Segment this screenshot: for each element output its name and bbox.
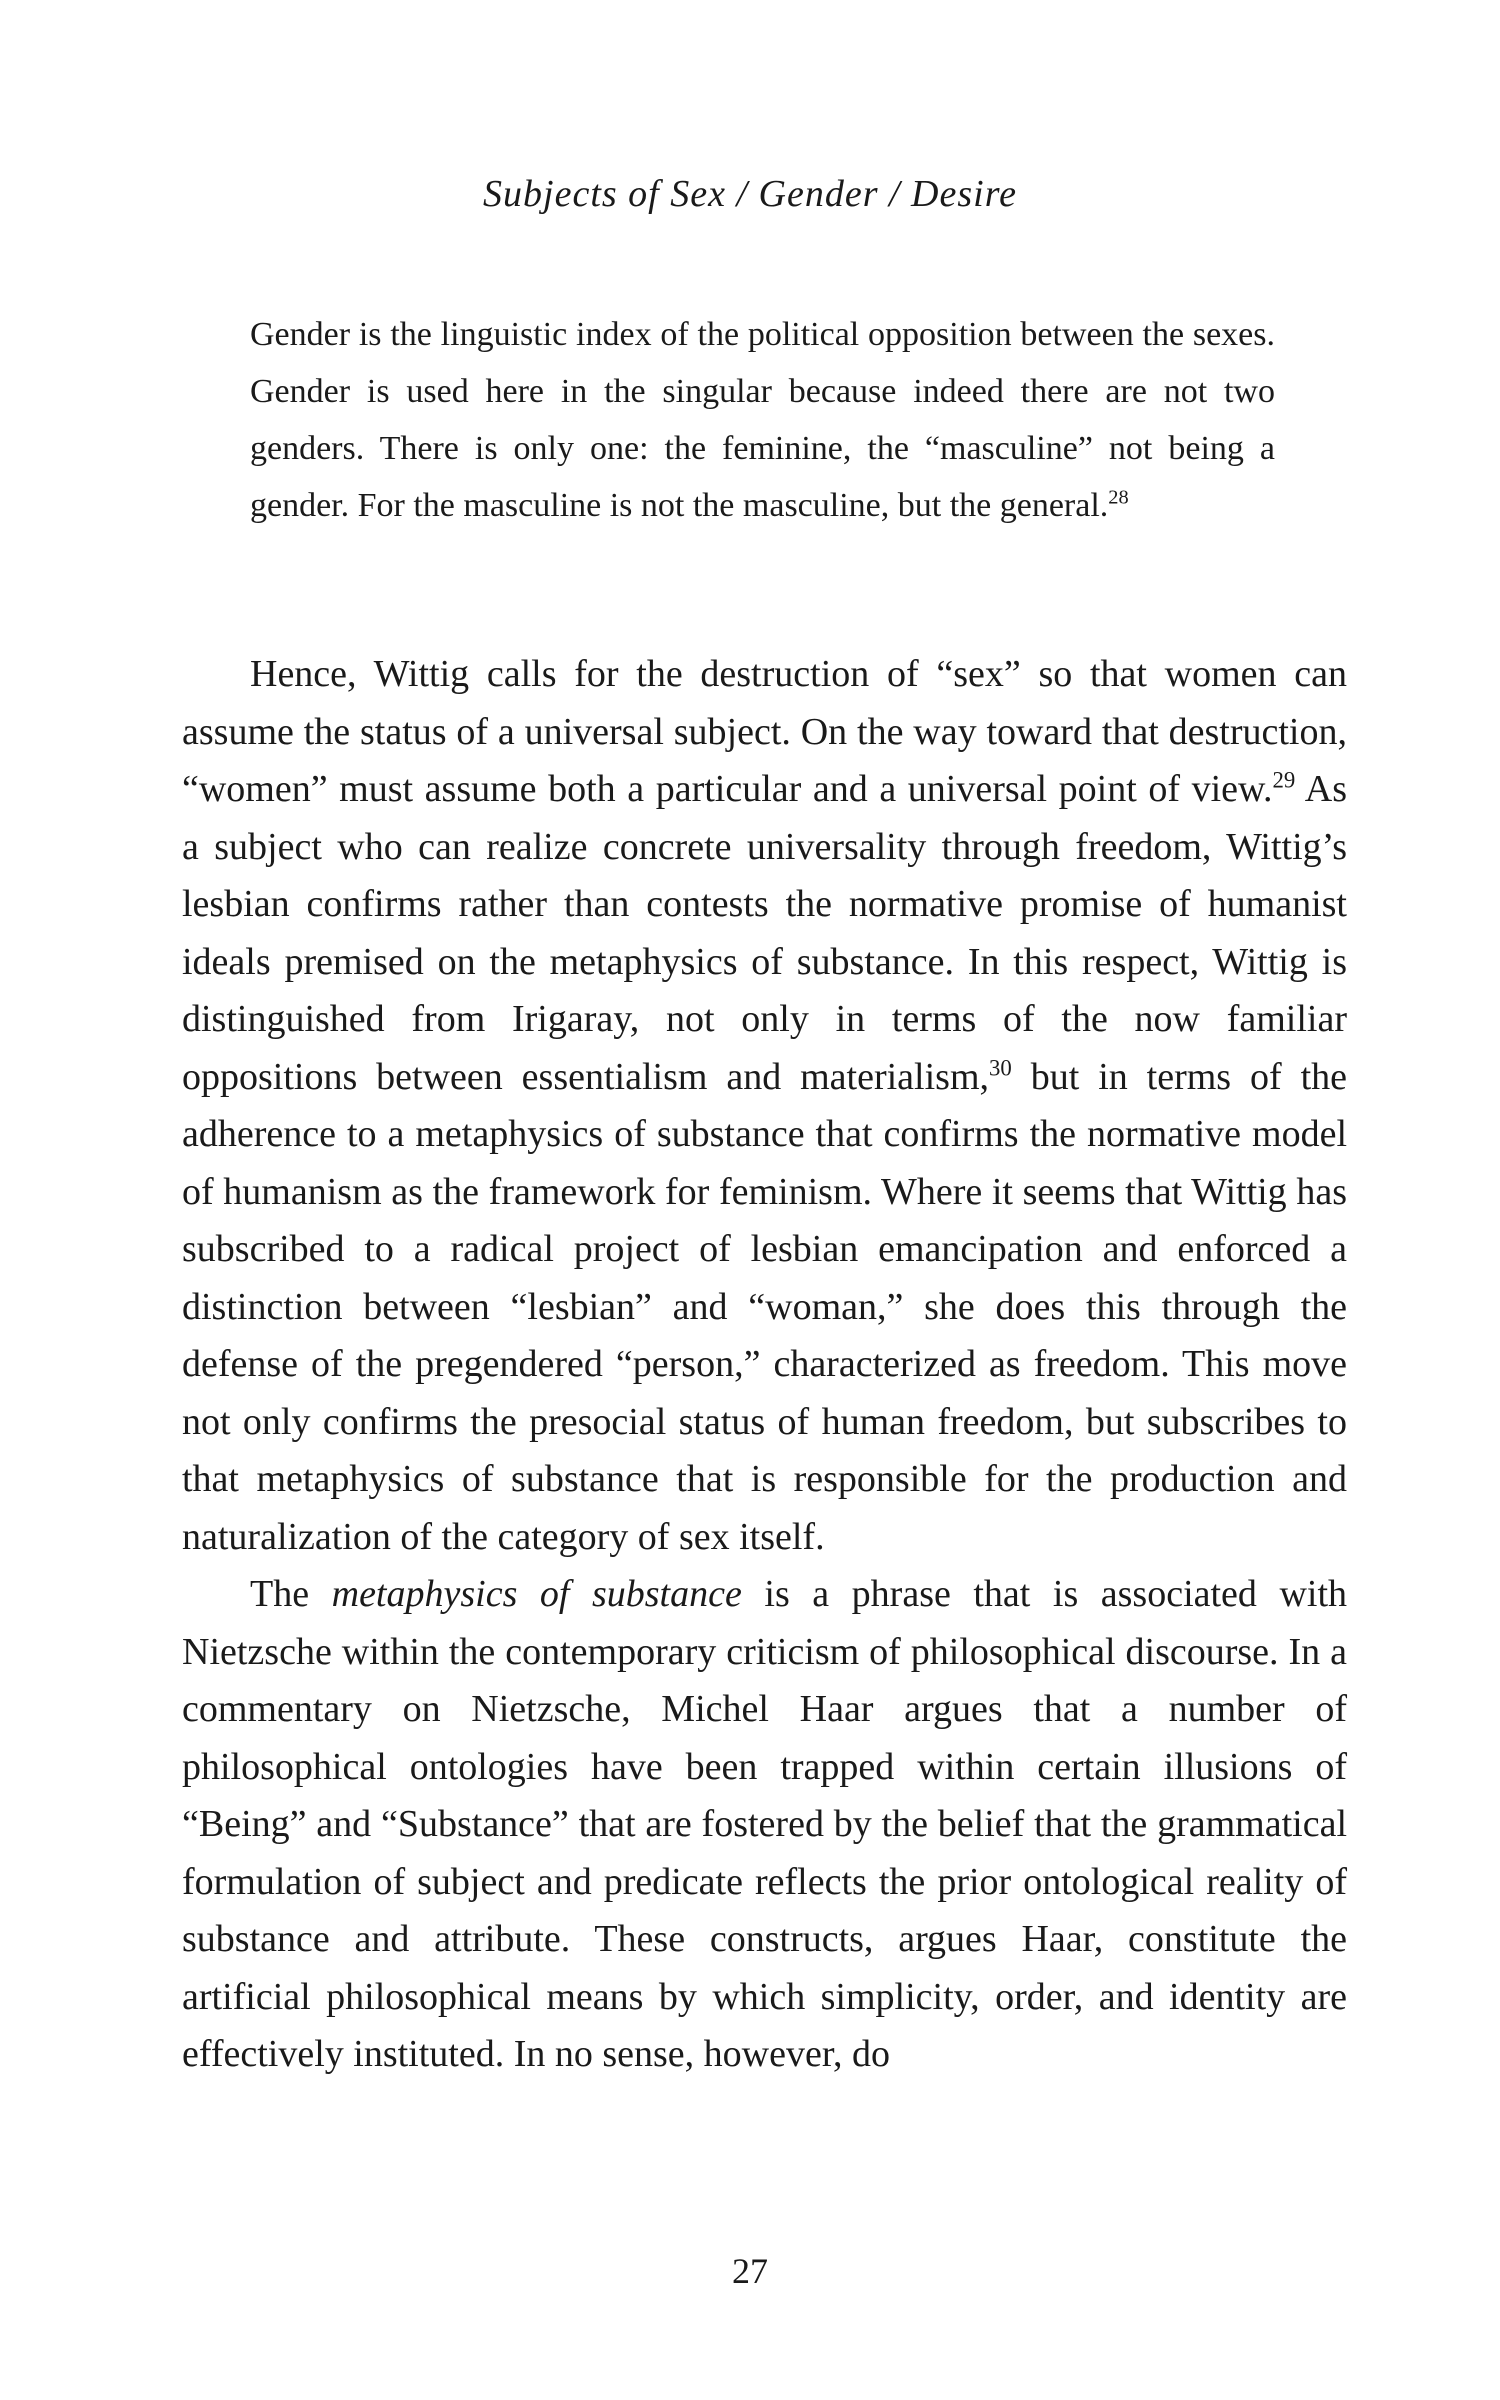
paragraph-text: Hence, Wittig calls for the destruction of “sex” so that women can assume the status of a universal subject. On the way toward that destruction, “women” must assume both a particular and a universal point of view. xyxy=(182,653,1347,810)
block-quote xyxy=(250,306,1275,534)
body-text xyxy=(182,646,1347,2084)
footnote-ref: 29 xyxy=(1272,767,1296,793)
running-head: Subjects of Sex / Gender / Desire xyxy=(483,173,1017,215)
paragraph xyxy=(182,646,1347,1566)
footnote-ref: 30 xyxy=(989,1054,1012,1080)
paragraph xyxy=(182,1566,1347,2084)
paragraph-text: As a subject who can realize concrete universality through freedom, Wittig’s lesbian confirms rather than contests the normative promise of humanist ideals premised on the metaphysics of substance. In this respect, Wittig is distinguished from Irigaray, not only in terms of the now familiar oppositions between essentialism and materialism, xyxy=(182,768,1347,1098)
block-quote-text: Gender is the linguistic index of the political opposition between the sexes. Gender is used here in the singular because indeed there are not two genders. There is only one: the feminine, the “masculine” not being a gender. For the masculine is not the masculine, but the general. xyxy=(250,316,1275,524)
paragraph-text: The xyxy=(250,1573,332,1615)
paragraph-text: is a phrase that is associated with Nietzsche within the contemporary criticism of philosophical discourse. In a commentary on Nietzsche, Michel Haar argues that a number of philosophical ontologies have been trapped within certain illusions of “Being” and “Substance” that are fostered by the belief that the grammatical formulation of subject and predicate reflects the prior ontological reality of substance and attribute. These constructs, argues Haar, constitute the artificial philosophical means by which simplicity, order, and identity are effectively instituted. In no sense, however, do xyxy=(182,1573,1348,2075)
italic-phrase: metaphysics of substance xyxy=(331,1573,742,1615)
paragraph-text: but in terms of the adherence to a metaphysics of substance that confirms the normative model of humanism as the framework for feminism. Where it seems that Wittig has subscribed to a radical project of lesbian emancipation and enforced a distinction between “lesbian” and “woman,” she does this through the defense of the pregendered “person,” characterized as freedom. This move not only confirms the presocial status of human freedom, but subscribes to that metaphysics of substance that is responsible for the production and naturalization of the category of sex itself. xyxy=(182,1055,1347,1558)
footnote-ref: 28 xyxy=(1108,486,1129,509)
page-number: 27 xyxy=(732,2251,768,2291)
